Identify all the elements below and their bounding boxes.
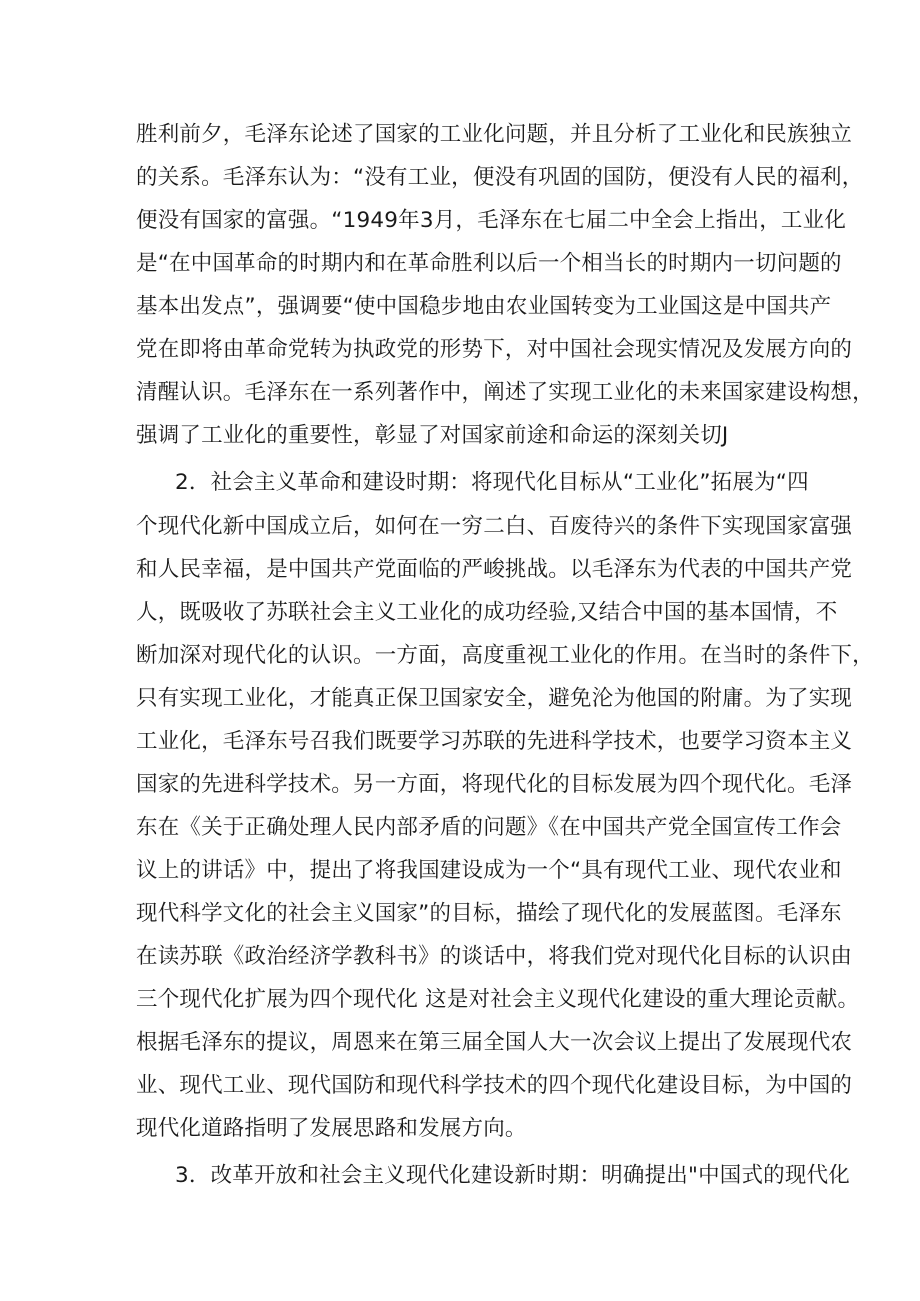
paragraph-2-line: 国家的先进科学技术。另一方面，将现代化的目标发展为四个现代化。毛泽 — [136, 772, 853, 797]
paragraph-2-line: 工业化，毛泽东号召我们既要学习苏联的先进科学技术，也要学习资本主义 — [136, 729, 853, 754]
paragraph-2-line: 人，既吸收了苏联社会主义工业化的成功经验,又结合中国的基本国情，不 — [136, 600, 838, 625]
paragraph-2-line: 断加深对现代化的认识。一方面，高度重视工业化的作用。在当时的条件下， — [136, 643, 874, 668]
paragraph-2-line: 议上的讲话》中，提出了将我国建设成为一个“具有现代工业、现代农业和 — [136, 858, 842, 883]
paragraph-2-line: 在读苏联《政治经济学教科书》的谈话中，将我们党对现代化目标的认识由 — [136, 944, 853, 969]
paragraph-3-line: 3．改革开放和社会主义现代化建设新时期：明确提出"中国式的现代化 — [175, 1163, 850, 1188]
paragraph-1-line: 党在即将由革命党转为执政党的形势下，对中国社会现实情况及发展方向的 — [136, 337, 853, 362]
paragraph-2-line: 业、现代工业、现代国防和现代科学技术的四个现代化建设目标，为中国的 — [136, 1073, 853, 1098]
paragraph-1-line: 便没有国家的富强。“1949年3月，毛泽东在七届二中全会上指出，工业化 — [136, 208, 847, 233]
paragraph-1-line: 清醒认识。毛泽东在一系列著作中，阐述了实现工业化的未来国家建设构想， — [136, 380, 874, 405]
paragraph-2-line: 现代化道路指明了发展思路和发展方向。 — [136, 1116, 527, 1141]
paragraph-2-line: 现代科学文化的社会主义国家”的目标，描绘了现代化的发展蓝图。毛泽东 — [136, 901, 842, 926]
paragraph-2-line: 2．社会主义革命和建设时期：将现代化目标从“工业化”拓展为“四 — [175, 470, 809, 495]
paragraph-2-line: 个现代化新中国成立后，如何在一穷二白、百废待兴的条件下实现国家富强 — [136, 514, 853, 539]
paragraph-1-line: 胜利前夕，毛泽东论述了国家的工业化问题，并且分析了工业化和民族独立 — [136, 122, 853, 147]
paragraph-1-line: 基本出发点”，强调要“使中国稳步地由农业国转变为工业国这是中国共产 — [136, 294, 832, 319]
paragraph-1-line: 是“在中国革命的时期内和在革命胜利以后一个相当长的时期内一切问题的 — [136, 251, 842, 276]
paragraph-1-line: 强调了工业化的重要性，彰显了对国家前途和命运的深刻关切J — [136, 423, 729, 448]
paragraph-1-line: 的关系。毛泽东认为：“没有工业，便没有巩固的国防，便没有人民的福利， — [136, 165, 864, 190]
paragraph-2-line: 根据毛泽东的提议，周恩来在第三届全国人大一次会议上提出了发展现代农 — [136, 1030, 853, 1055]
paragraph-2-line: 和人民幸福，是中国共产党面临的严峻挑战。以毛泽东为代表的中国共产党 — [136, 557, 853, 582]
paragraph-2-line: 三个现代化扩展为四个现代化 这是对社会主义现代化建设的重大理论贡献。 — [136, 987, 860, 1012]
paragraph-2-line: 只有实现工业化，才能真正保卫国家安全，避免沦为他国的附庸。为了实现 — [136, 686, 853, 711]
paragraph-2-line: 东在《关于正确处理人民内部矛盾的问题》《在中国共产党全国宣传工作会 — [136, 815, 842, 840]
